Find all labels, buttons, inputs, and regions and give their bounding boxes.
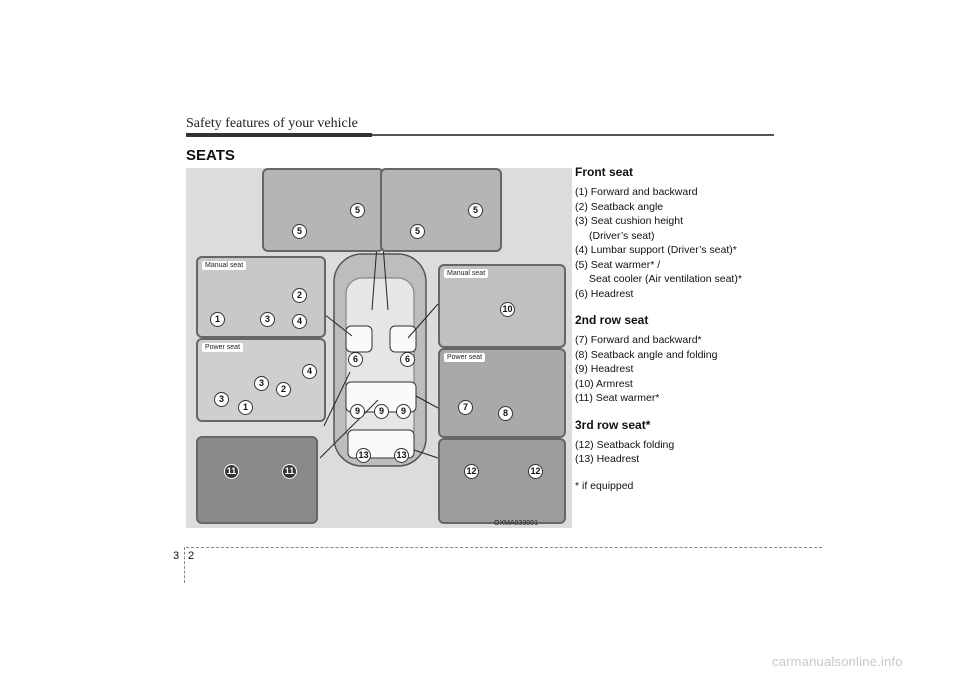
second-row-heading: 2nd row seat	[575, 313, 649, 327]
badge-2: 2	[276, 382, 291, 397]
page-number: 2	[188, 550, 195, 562]
badge-10: 10	[500, 302, 515, 317]
badge-5: 5	[468, 203, 483, 218]
spacer	[575, 467, 815, 479]
list-item: (7) Forward and backward*	[575, 334, 702, 346]
panel-power-second-row	[438, 348, 566, 438]
list-item: (1) Forward and backward	[575, 186, 698, 198]
badge-11: 11	[282, 464, 297, 479]
panel-front-console-right	[380, 168, 502, 252]
list-item: (6) Headrest	[575, 287, 634, 300]
list-item: (12) Seatback folding	[575, 438, 675, 451]
panel-label: Manual seat	[202, 261, 246, 270]
seat-illustration	[186, 168, 572, 528]
badge-12: 12	[528, 464, 543, 479]
list-item: (8) Seatback angle and folding	[575, 348, 718, 361]
badge-3: 3	[254, 376, 269, 391]
badge-13: 13	[394, 448, 409, 463]
badge-2: 2	[292, 288, 307, 303]
third-row-heading: 3rd row seat*	[575, 417, 651, 432]
panel-front-console-left	[262, 168, 384, 252]
watermark: carmanualsonline.info	[772, 654, 903, 669]
panel-label: Power seat	[202, 343, 243, 352]
badge-6: 6	[348, 352, 363, 367]
list-item: (4) Lumbar support (Driver’s seat)*	[575, 244, 737, 256]
badge-4: 4	[292, 314, 307, 329]
badge-11: 11	[224, 464, 239, 479]
spacer	[575, 406, 815, 418]
list-item: (9) Headrest	[575, 363, 634, 375]
panel-third-row	[438, 438, 566, 524]
header-rule-dark	[186, 133, 372, 137]
badge-3: 3	[214, 392, 229, 407]
list-item: (10) Armrest	[575, 377, 633, 390]
badge-6: 6	[400, 352, 415, 367]
badge-1: 1	[210, 312, 225, 327]
badge-9: 9	[350, 404, 365, 419]
list-item: (5) Seat warmer* /	[575, 258, 661, 271]
list-item: Seat cooler (Air ventilation seat)*	[589, 273, 742, 285]
panel-manual-front-seat	[196, 256, 326, 338]
badge-9: 9	[396, 404, 411, 419]
text-column	[575, 165, 815, 493]
panel-second-row-warmer	[196, 436, 318, 524]
badge-5: 5	[410, 224, 425, 239]
figure-code: OXMA033001	[494, 520, 538, 527]
badge-12: 12	[464, 464, 479, 479]
badge-9: 9	[374, 404, 389, 419]
badge-1: 1	[238, 400, 253, 415]
page-chapter: 3	[173, 550, 180, 562]
badge-5: 5	[350, 203, 365, 218]
footnote: * if equipped	[575, 479, 634, 492]
list-item: (2) Seatback angle	[575, 200, 664, 213]
list-item: (11) Seat warmer*	[575, 392, 660, 404]
panel-manual-second-row	[438, 264, 566, 348]
panel-label: Manual seat	[444, 269, 488, 278]
header-title: Safety features of your vehicle	[186, 116, 358, 131]
spacer	[575, 301, 815, 313]
list-item: (13) Headrest	[575, 453, 640, 465]
section-heading: SEATS	[186, 147, 235, 164]
list-item: (Driver’s seat)	[589, 229, 655, 242]
front-seat-heading: Front seat	[575, 165, 634, 179]
panel-power-front-seat	[196, 338, 326, 422]
header-rule-thin	[372, 134, 774, 136]
badge-3: 3	[260, 312, 275, 327]
badge-7: 7	[458, 400, 473, 415]
badge-8: 8	[498, 406, 513, 421]
list-item: (3) Seat cushion height	[575, 215, 683, 227]
panel-label: Power seat	[444, 353, 485, 362]
page-divider-vertical	[184, 547, 185, 583]
badge-5: 5	[292, 224, 307, 239]
badge-4: 4	[302, 364, 317, 379]
page-divider	[186, 547, 822, 548]
badge-13: 13	[356, 448, 371, 463]
